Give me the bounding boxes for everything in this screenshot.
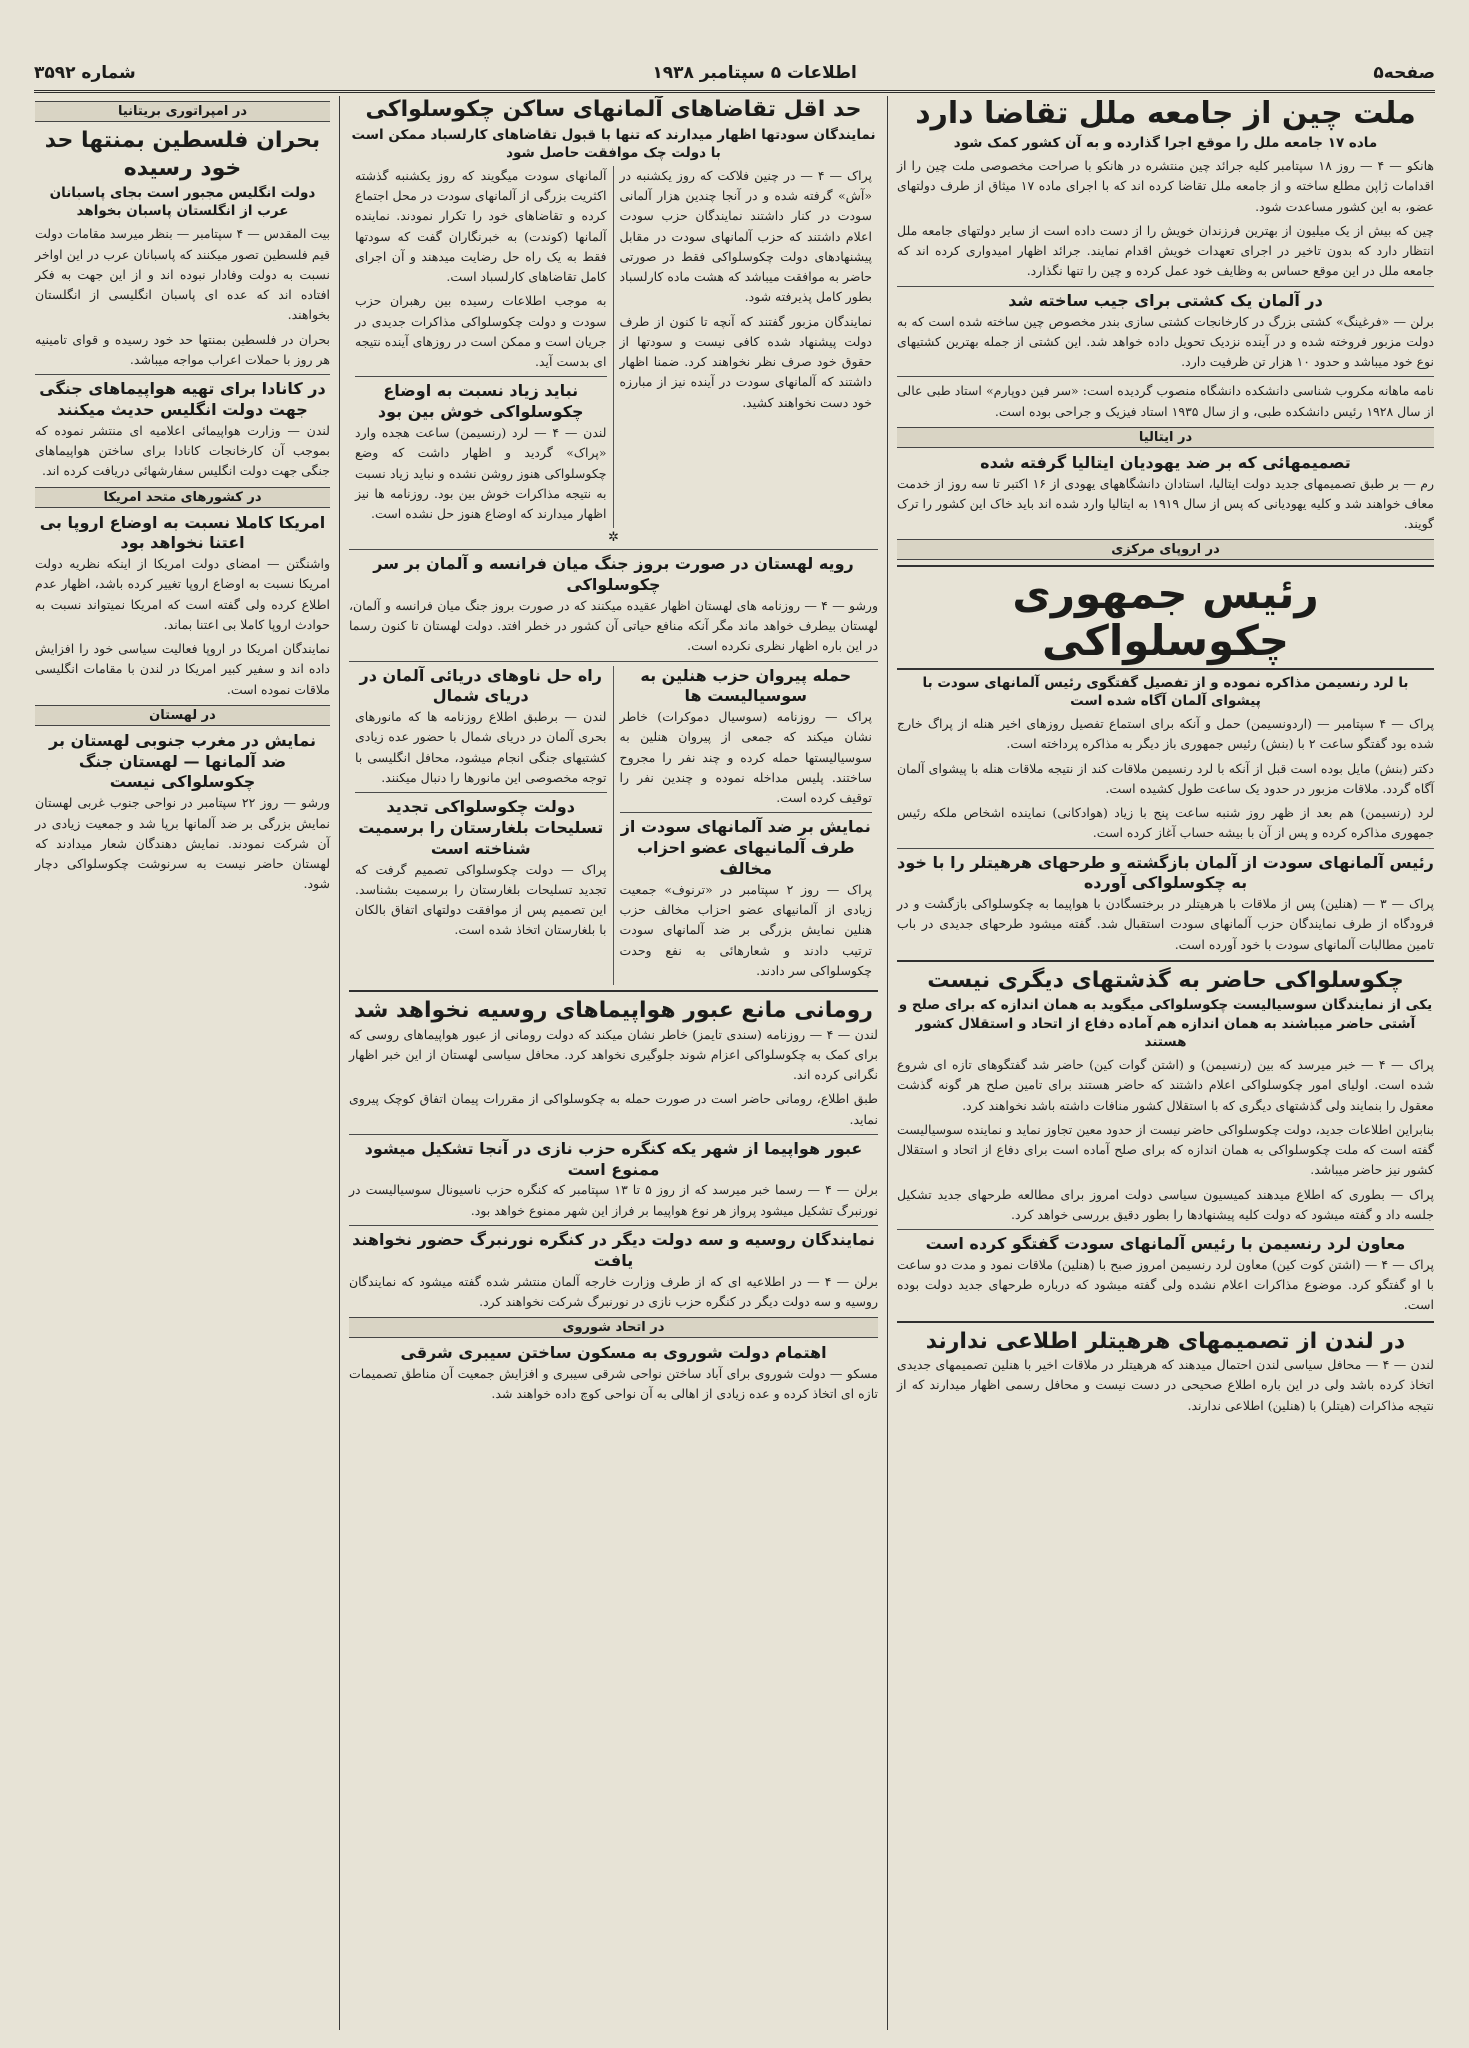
section-central-europe: در اروپای مرکزی <box>897 539 1434 560</box>
article-no-concessions-para-1: پراک — ۴ — خبر میرسد که بین (رنسیمن) و (اشتن گوات کین) حاضر شد گفتگوهای تازه ای شروع شده است. اولیای امور چکوسلواکی اعلام داشتند که حاضر هستند برای تامین صلح هر گونه گذشت معقول را بنمایند ولی گذشتهای دیگری که با استقلال کشور منافات داشته باشد نخواهند کرد. <box>897 1057 1434 1113</box>
article-optimism-headline: نباید زیاد نسبت به اوضاع چکوسلواکی خوش بین بود <box>377 381 584 422</box>
article-attack-para-1: پراک — روزنامه (سوسیال دموکرات) خاطر نشان میکند که جمعی از پیروان هنلین به سوسیالیستها حمله کرده و چند نفر را مجروح ساختند. پلیس مداخله نموده و چندین نفر را توقیف کرده است. <box>619 709 872 806</box>
article-deputy-headline: معاون لرد رنسیمن با رئیس آلمانهای سودت گفتگو کرده است <box>925 1234 1406 1254</box>
article-canada-para-1: لندن — وزارت هواپیمائی اعلامیه ای منتشر نموده که بموجب آن کارخانجات کانادا برای ساختن هواپیماهای جنگی جهت دولت انگلیس سفارشهائی دریافت کرده اند. <box>35 422 330 479</box>
article-henlein-return-para-1: پراک — ۳ — (هنلین) پس از ملاقات با هرهیتلر در برختسگادن با هواپیما به چکوسلواکی بازگشت و در فرودگاه از طرف نمایندگان حزب آلمانهای سودت استقبال شد. گفته میشود طرحهای جدیدی در باب تامین مطالبات آلمانهای سودت با خود آورده است. <box>897 896 1434 952</box>
article-bulgaria-para-1: پراک — دولت چکوسلواکی تصمیم گرفت که تجدید تسلیحات بلغارستان را برسمیت بشناسد. این تصمیم پس از موافقت دولتهای اتفاق بالکان با بلغارستان اتخاذ شده است. <box>355 861 607 938</box>
article-president-headline: رئیس جمهوری چکوسلواکی <box>1012 569 1319 665</box>
column-middle <box>339 96 887 2030</box>
column-left <box>26 96 339 2030</box>
article-siberia-para-1: مسکو — دولت شوروی برای آباد ساختن نواحی شرقی سیبری و افزایش جمعیت آن مناطق تصمیمات تازه ای اتخاذ کرده و عده زیادی از اهالی به آن نواحی کوچ داده خواهند شد. <box>349 1365 878 1402</box>
article-america-para-2: نمایندگان امریکا در اروپا فعالیت سیاسی خود را افزایش داده اند و سفیر کبیر امریکا در لندن با مقامات انگلیسی ملاقات نموده است. <box>35 641 330 697</box>
article-appointment-text: نامه ماهانه مکروب شناسی دانشکده دانشگاه منصوب گردیده است: «سر فین دوپارم» استاد طبی عالی از سال ۱۹۲۸ رئیس دانشکده طبی، و از سال ۱۹۳۵ استاد فیزیک و جراحی بوده است. <box>897 383 1434 419</box>
article-optimism-para-1: لندن — ۴ — لرد (رنسیمن) ساعت هجده وارد «پراک» گردید و اظهار داشت که وضع چکوسلواکی هنوز روشن نشده و نباید زیاد نسبت به نتیجه مذاکرات خوش بین بود. روزنامه ها نیز اظهار میدارند که اوضاع هنوز حل نشده است. <box>355 425 607 522</box>
article-deputy-para-1: پراک — ۴ — (اشتن کوت کین) معاون لرد رنسیمن امروز صبح با (هنلین) ملاقات نمود و مدت دو ساعت با او گفتگو کرد. موضوع مذاکرات اعلام نشده ولی گفته میشود که درباره طرحهای جدید دولت بوده است. <box>897 1256 1434 1313</box>
article-china-para-1: هانکو — ۴ — روز ۱۸ سپتامبر کلیه جرائد چین منتشره در هانکو با صراحت مخصوصی ملت چین را از اقدامات ژاپن مطلع ساخته و از جامعه ملل تقاضا کرده اند که با اجرای ماده ۱۷ میثاق از طرف دولتهای عضو، به این کشور مساعدت شود. <box>897 158 1434 214</box>
article-romania-para-2: طبق اطلاع، رومانی حاضر است در صورت حمله به چکوسلواکی از مقررات پیمان اتفاق کوچک پیروی نماید. <box>349 1091 878 1127</box>
article-president-para-2: دکتر (بنش) مایل بوده است قبل از آنکه با لرد رنسیمن ملاقات کند از نتیجه ملاقات هنله با پیشوای آلمان آگاه گردد. ملاقات مزبور در حدود یک ساعت طول کشیده است. <box>897 760 1434 796</box>
article-palestine-para-2: بحران در فلسطین بمنتها حد خود رسیده و قوای تامینیه هر روز با حملات اعراب مواجه میباشد. <box>35 331 330 367</box>
article-palestine-headline: بحران فلسطین بمنتها حد خود رسیده <box>44 128 321 181</box>
article-no-concessions-para-2: بنابراین اطلاعات جدید، دولت چکوسلواکی حاضر نیست از حدود معین تجاوز نماید و نماینده سوسیالیست گفته است که ملت چکوسلواکی به همان اندازه که برای صلح آماده است برای دفاع از اتحاد و استقلال کشور نیز حاضر میباشد. <box>897 1121 1434 1178</box>
article-demands-subheadline: نمایندگان سودتها اظهار میدارند که تنها با قبول تقاضاهای کارلسباد ممکن است با دولت چک موافقت حاصل شود <box>351 126 876 161</box>
article-demonstration-headline: نمایش بر ضد آلمانهای سودت از طرف آلمانیهای عضو احزاب مخالف <box>620 817 871 879</box>
article-america-headline: امریکا کاملا نسبت به اوضاع اروپا بی اعتنا نخواهد بود <box>39 512 326 553</box>
article-attack-headline: حمله پیروان حزب هنلین به سوسیالیست ها <box>640 665 852 706</box>
article-poland-stance-para-1: ورشو — ۴ — روزنامه های لهستان اظهار عقیده میکنند که در صورت بروز جنگ میان فرانسه و آلمان، لهستان بیطرف خواهد ماند مگر آنکه منافع حیاتی آن کشور در خطر افتد. دولت لهستان تا کنون رسما در این باره اظهار نظری نکرده است. <box>349 597 879 654</box>
separator-star: ✲ <box>608 530 619 546</box>
article-no-concessions-para-3: پراک — بطوری که اطلاع میدهند کمیسیون سیاسی دولت امروز برای مطالعه طرحهای جدید تشکیل جلسه داد و گفته میشود که دولت کلیه پیشنهادها را بطور دقیق بررسی خواهد کرد. <box>897 1186 1434 1222</box>
article-poland-stance-headline: رویه لهستان در صورت بروز جنگ میان فرانسه و آلمان بر سر چکوسلواکی <box>373 554 854 595</box>
article-flight-ban-para-1: برلن — ۴ — رسما خبر میرسد که از روز ۵ تا ۱۳ سپتامبر که کنگره حزب ناسیونال سوسیالیست در نورنبرگ تشکیل میشود پرواز هر نوع هواپیما بر فراز این شهر ممنوع خواهد بود. <box>349 1182 879 1218</box>
article-president-para-1: پراک — ۴ سپتامبر — (اردونسیمن) حمل و آنکه برای استماع تفصیل روزهای اخیر هنله از پراگ خارج شده بود گفتگو ساعت ۲ با (بنش) رئیس جمهوری باز دیگر به مذاکره پرداخته است. <box>897 716 1435 752</box>
article-demands-para-2: نمایندگان مزبور گفتند که آنچه تا کنون از طرف دولت پیشنهاد شده کافی نیست و سودتها از حقوق خود صرف نظر نخواهند کرد. ضمنا اظهار داشتند که آلمانهای سودت در آینده نیز از مبارزه خود دست نخواهند کشید. <box>619 313 872 410</box>
lead-article <box>897 565 1434 669</box>
masthead <box>34 56 1435 93</box>
section-italy: در ایتالیا <box>897 427 1434 448</box>
columns <box>26 96 1443 2030</box>
article-siberia-headline: اهتمام دولت شوروی به مسکون ساختن سیبری شرقی <box>400 1343 827 1363</box>
article-china-para-2: چین که بیش از یک میلیون از بهترین فرزندان خویش را از دست داده است از سایر دولتهای جامعه ملل انتظار دارد که بدون تاخیر در اجرای تعهدات خویش اقدام نمایند. جرائد اظهار امیدواری کرده اند که جامعه ملل در این موقع حساس به وظایف خود عمل کرده و چین را تنها نگذارد. <box>897 222 1434 279</box>
article-naval-headline: راه حل ناوهای دریائی آلمان در دریای شمال <box>359 665 602 706</box>
article-demonstration-para-1: پراک — روز ۲ سپتامبر در «ترنوف» جمعیت زیادی از آلمانیهای عضو احزاب مخالف حزب هنلین نمایش بزرگی بر ضد آلمانهای سودت ترتیب دادند و شعارهائی به نفع وحدت چکوسلواکی سر دادند. <box>619 881 872 978</box>
article-china-subheadline: ماده ۱۷ جامعه ملل را موقع اجرا گذارده و به آن کشور کمک شود <box>953 135 1378 151</box>
article-poland-demo-headline: نمایش در مغرب جنوبی لهستان بر ضد آلمانها — لهستان جنگ چکوسلواکی نیست <box>49 730 316 792</box>
section-ussr: در اتحاد شوروی <box>349 1317 878 1338</box>
article-italy-para-1: رم — بر طبق تصمیمهای جدید دولت ایتالیا، استادان دانشگاههای یهودی از ۱۶ اکتبر تا سه روز از خدمت معاف خواهند شد و کلیه یهودیانی که پس از سال ۱۹۱۹ به ایتالیا وارد شده اند باید خاک این کشور را ترک گویند. <box>897 475 1434 532</box>
article-demands-para-1: پراک — ۴ — در چنین فلاکت که روز یکشنبه در «آش» گرفته شده و در آنجا چندین هزار آلمانی سودت در کنار داشتند نمایندگان حزب سودت اعلام داشتند که حزب آلمانهای سودت در مقابل پیشنهادهای دولت چکوسلواکی فقط در صورتی حاضر به موافقت میباشد که هشت ماده کارلسباد بطور کامل پذیرفته شود. <box>619 167 873 305</box>
issue-number: شماره ۳۵۹۲ <box>34 63 136 83</box>
column-right <box>887 96 1443 2030</box>
article-china-headline: ملت چین از جامعه ملل تقاضا دارد <box>915 96 1416 131</box>
article-nuremberg-para-1: برلن — ۴ — در اطلاعیه ای که از طرف وزارت خارجه آلمان منتشر شده گفته میشود که نمایندگان روسیه و سه دولت دیگر در کنگره حزب نازی در نورنبرگ شرکت نخواهند کرد. <box>349 1273 878 1309</box>
article-canada-headline: در کانادا برای تهیه هواپیماهای جنگی جهت دولت انگلیس حدیث میکنند <box>39 379 326 419</box>
article-america-para-1: واشنگتن — امضای دولت امریکا از اینکه نظریه دولت امریکا نسبت به اوضاع اروپا تغییر کرده باشد، اظهار عدم اطلاع کرده ولی گفته است که امریکا نمیتواند نسبت به حوادث اروپا کاملا بی اعتنا بماند. <box>35 556 330 632</box>
article-demands-headline: حد اقل تقاضاهای آلمانهای ساکن چکوسلواکی <box>365 97 862 122</box>
article-london-headline: در لندن از تصمیمهای هرهیتلر اطلاعی ندارند <box>925 1328 1406 1354</box>
section-britain: در امپراتوری بریتانیا <box>35 101 330 122</box>
article-london-para-1: لندن — ۴ — محافل سیاسی لندن احتمال میدهند که هرهیتلر در ملاقات اخیر با هنلین تصمیمهای جدیدی اتخاذ کرده باشد ولی در این باره اطلاع صحیحی در دست نیست و محافل رسمی اظهار میدارند که از نتیجه مذاکرات (هیتلر) با (هنلین) اطلاعی ندارند. <box>897 1357 1434 1413</box>
article-palestine-subheadline: دولت انگلیس مجبور است بجای پاسبانان عرب از انگلستان پاسبان بخواهد <box>49 185 316 220</box>
article-president-subheadline: با لرد رنسیمن مذاکره نموده و از تفصیل گفتگوی رئیس آلمانهای سودت با پیشوای آلمان آگاه شده است <box>922 674 1409 709</box>
article-romania-para-1: لندن — ۴ — روزنامه (سندی تایمز) خاطر نشان میکند که دولت رومانی از عبور هواپیماهای روسی که برای کمک به چکوسلواکی اعزام شوند جلوگیری نخواهد کرد. محافل سیاسی لهستان از این خبر اظهار نگرانی کرده اند. <box>349 1026 878 1083</box>
page-label: صفحه۵ <box>1373 63 1435 83</box>
article-nuremberg-headline: نمایندگان روسیه و سه دولت دیگر در کنگره نورنبرگ حضور نخواهند یافت <box>352 1229 875 1270</box>
article-ship-headline: در آلمان یک کشتی برای جیب ساخته شد <box>1008 290 1323 310</box>
article-demands-para-3: آلمانهای سودت میگویند که روز یکشنبه گذشته اکثریت بزرگی از آلمانهای سودت در محل اجتماع کرده و تقاضاهای خود را تکرار نمودند. نماینده آلمانها (کوندت) به خبرنگاران گفت که سودتها فقط به یک راه حل رضایت میدهند و آن اجرای کامل تقاضاهای کارلسباد است. <box>355 167 607 285</box>
article-henlein-return-headline: رئیس آلمانهای سودت از آلمان بازگشته و طرحهای هرهیتلر را با خود به چکوسلواکی آورده <box>897 852 1434 893</box>
article-bulgaria-headline: دولت چکوسلواکی تجدید تسلیحات بلغارستان را برسمیت شناخته است <box>358 797 604 858</box>
article-palestine-para-1: بیت المقدس — ۴ سپتامبر — بنظر میرسد مقامات دولت قیم فلسطین تصور میکنند که پاسبانان عرب در این اواخر نسبت به دولت وفادار نبوده اند و از این جهت به فکر افتاده اند که عده ای پاسبان انگلیسی از انگلستان بخواهند. <box>35 226 330 323</box>
article-demands-para-4: به موجب اطلاعات رسیده بین رهبران حزب سودت و دولت چکوسلواکی مذاکرات جدیدی در جریان است و ممکن است در روزهای آینده نتیجه ای بدست آید. <box>355 293 607 370</box>
issue-date: اطلاعات ۵ سپتامبر ۱۹۳۸ <box>652 63 857 83</box>
section-america: در کشورهای متحد امریکا <box>35 487 330 508</box>
article-no-concessions-headline: چکوسلواکی حاضر به گذشتهای دیگری نیست <box>927 967 1404 993</box>
article-ship-para-1: برلن — «فرغینگ» کشتی بزرگ در کارخانجات کشتی سازی بندر مخصوص چین ساخته شده است که به دولت مزبور فروخته شده و در آینده نزدیک تحویل داده خواهد شد. این کشتی از جمله بهترین کشتیهای نوع خود میباشد و حدود ۱۰ هزار تن ظرفیت دارد. <box>897 313 1434 370</box>
article-no-concessions-subheadline: یکی از نمایندگان سوسیالیست چکوسلواکی میگوید به همان اندازه که برای صلح و آشتی حاضر میباشند به همان اندازه هم آماده دفاع از اتحاد و استقلال کشور هستند <box>898 997 1433 1050</box>
article-naval-para-1: لندن — برطبق اطلاع روزنامه ها که مانورهای بحری آلمان در دریای شمال با حضور عده زیادی کشتیهای جنگی انجام میشود، محافل انگلیسی با توجه مخصوصی این مانورها را دنبال میکنند. <box>355 709 607 785</box>
article-flight-ban-headline: عبور هواپیما از شهر یکه کنگره حزب نازی در آنجا تشکیل میشود ممنوع است <box>364 1138 863 1179</box>
article-president-para-3: لرد (رنسیمن) هم بعد از ظهر روز شنبه ساعت پنج با زیاد (هوادکانی) نماینده اشخاص ملکه رئیس جمهوری مذاکره کرده و پس از آن با بیشه حساب آغاز کرده است. <box>897 805 1434 841</box>
article-romania-headline: رومانی مانع عبور هواپیماهای روسیه نخواهد شد <box>354 998 873 1024</box>
article-poland-demo-para-1: ورشو — روز ۲۲ سپتامبر در نواحی جنوب غربی لهستان نمایش بزرگی بر ضد آلمانها برپا شد و جمعیت زیادی در آن شرکت نمودند. نمایش دهندگان شعار میدادند که لهستان حاضر نیست به سرنوشت چکوسلواکی دچار شود. <box>35 795 330 892</box>
section-poland: در لهستان <box>35 705 330 726</box>
article-italy-headline: تصمیمهائی که بر ضد یهودیان ایتالیا گرفته شده <box>980 452 1351 472</box>
